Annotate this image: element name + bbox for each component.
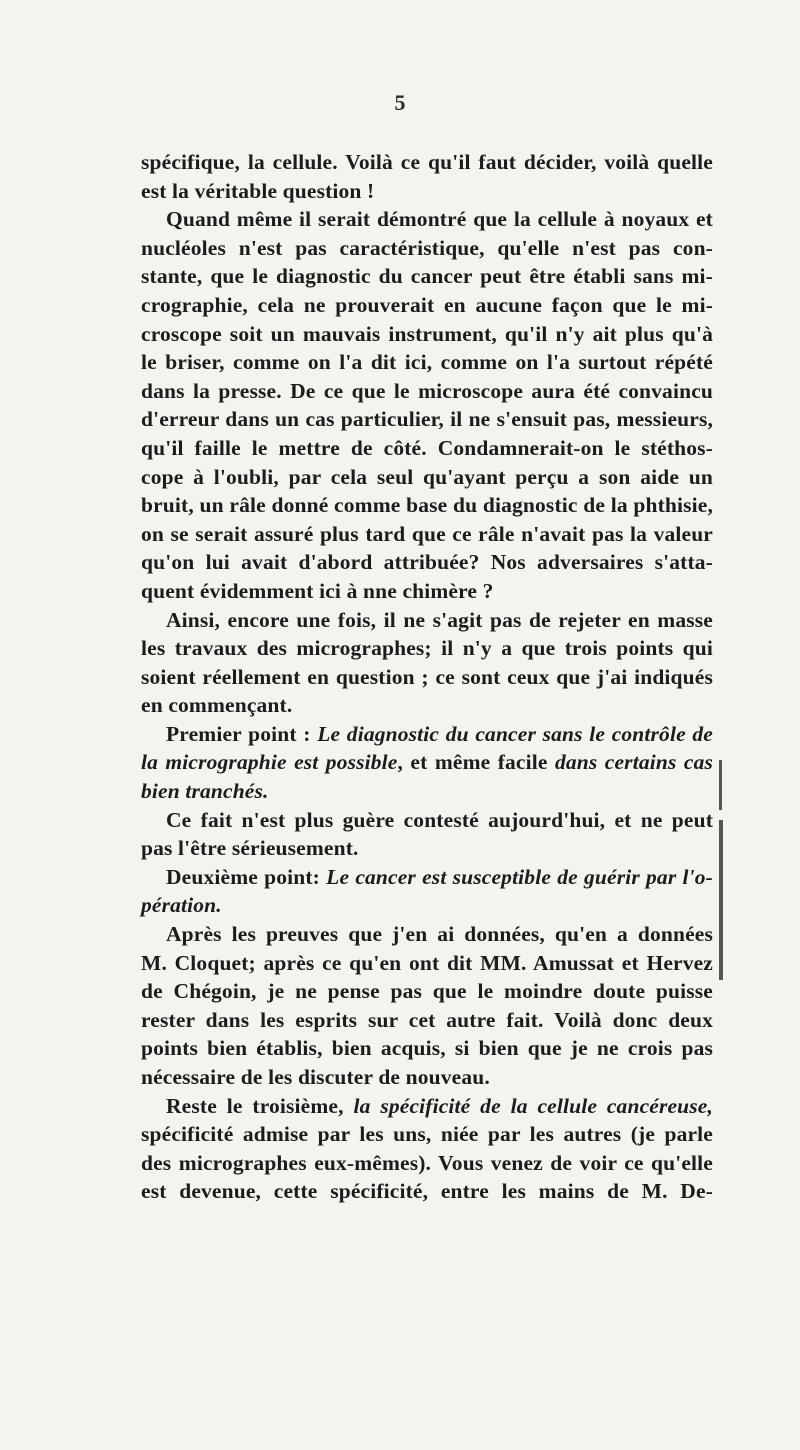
text-segment: dans la presse. De ce que le microscope aura été convaincu [141, 378, 713, 403]
text-segment: spécifique, la cellule. Voilà ce qu'il faut décider, voilà quelle [141, 150, 713, 174]
binding-edge-mark [719, 820, 723, 980]
text-segment: nécessaire de les discuter de nouveau. [141, 1065, 490, 1089]
text-segment: soient réellement en question ; ce sont ceux que j'ai indiqués [141, 664, 713, 689]
text-line [141, 548, 713, 577]
text-segment: quent évidemment ici à nne chimère ? [141, 578, 494, 603]
body-text [141, 148, 713, 1206]
text-line [141, 377, 713, 406]
binding-edge-mark [719, 760, 722, 810]
italic-text: la spécificité de la cellule cancéreuse, [353, 1093, 714, 1118]
text-segment: croscope soit un mauvais instrument, qu'il n'y ait plus qu'à [141, 321, 713, 346]
italic-text: la micrographie est possible [141, 750, 398, 775]
text-line [141, 1063, 713, 1092]
text-line [141, 1034, 713, 1063]
text-line [141, 463, 713, 492]
text-segment: Reste le troisième, [166, 1093, 354, 1118]
italic-text: bien tranchés. [141, 779, 269, 804]
text-line [141, 720, 713, 749]
text-line [141, 691, 713, 720]
text-line [141, 177, 713, 206]
text-line [141, 291, 713, 320]
text-segment: qu'on lui avait d'abord attribuée? Nos adversaires s'atta- [141, 550, 713, 575]
text-segment: des micrographes eux-mêmes). Vous venez de voir ce qu'elle [141, 1150, 713, 1175]
text-line [141, 234, 713, 263]
text-line [141, 577, 713, 606]
page-number: 5 [394, 90, 406, 115]
text-segment: le briser, comme on l'a dit ici, comme on l'a surtout répété [141, 350, 713, 375]
text-line [141, 348, 713, 377]
text-segment: Premier point : [166, 721, 318, 746]
text-line [141, 920, 713, 949]
text-segment: qu'il faille le mettre de côté. Condamnerait-on le stéthos- [141, 435, 713, 460]
text-line [141, 1177, 713, 1206]
text-segment: points bien établis, bien acquis, si bien que je ne crois pas [141, 1036, 713, 1061]
text-line [141, 834, 713, 863]
text-line [141, 777, 713, 806]
text-segment: crographie, cela ne prouverait en aucune façon que le mi- [141, 292, 713, 317]
text-segment: est devenue, cette spécificité, entre les mains de M. De- [141, 1179, 713, 1204]
text-line [141, 663, 713, 692]
text-line [141, 405, 713, 434]
text-segment: , et même facile [397, 750, 555, 775]
text-line [141, 806, 713, 835]
text-segment: bruit, un râle donné comme base du diagnostic de la phthisie, [141, 493, 713, 518]
text-line [141, 1149, 713, 1178]
italic-text: Le cancer est susceptible de guérir par l'o- [326, 864, 713, 889]
text-segment: Quand même il serait démontré que la cellule à noyaux et [166, 207, 713, 232]
text-segment: pas l'être sérieusement. [141, 836, 359, 861]
text-segment: est la véritable question ! [141, 178, 375, 203]
text-line [141, 205, 713, 234]
text-segment: Deuxième point: [166, 864, 327, 889]
text-line [141, 949, 713, 978]
text-segment: Ce fait n'est plus guère contesté aujourd'hui, et ne peut [166, 807, 713, 832]
text-line [141, 634, 713, 663]
text-line [141, 1092, 713, 1121]
text-line [141, 491, 713, 520]
text-line [141, 1006, 713, 1035]
text-segment: de Chégoin, je ne pense pas que le moindre doute puisse [141, 979, 713, 1004]
italic-text: pération. [141, 893, 222, 918]
text-line [141, 977, 713, 1006]
text-line [141, 520, 713, 549]
text-segment: cope à l'oubli, par cela seul qu'ayant perçu a son aide un [141, 464, 713, 489]
text-line [141, 262, 713, 291]
text-segment: M. Cloquet; après ce qu'en ont dit MM. Amussat et Hervez [141, 950, 713, 975]
text-segment: nucléoles n'est pas caractéristique, qu'elle n'est pas con- [141, 235, 713, 260]
text-segment: spécificité admise par les uns, niée par les autres (je parle [141, 1122, 713, 1147]
text-line [141, 1120, 713, 1149]
text-segment: Ainsi, encore une fois, il ne s'agit pas de rejeter en masse [166, 607, 713, 632]
text-segment: on se serait assuré plus tard que ce râle n'avait pas la valeur [141, 521, 713, 546]
text-line [141, 748, 713, 777]
text-line [141, 863, 713, 892]
text-line [141, 606, 713, 635]
italic-text: Le diagnostic du cancer sans le contrôle de [317, 721, 713, 746]
text-segment: en commençant. [141, 693, 293, 718]
text-segment: les travaux des micrographes; il n'y a que trois points qui [141, 636, 713, 661]
italic-text: dans certains cas [554, 750, 713, 775]
text-segment: stante, que le diagnostic du cancer peut être établi sans mi- [141, 264, 713, 289]
text-segment: rester dans les esprits sur cet autre fait. Voilà donc deux [141, 1007, 713, 1032]
text-line [141, 148, 713, 177]
text-line [141, 320, 713, 349]
text-line [141, 891, 713, 920]
text-segment: Après les preuves que j'en ai données, qu'en a données [166, 922, 713, 947]
text-line [141, 434, 713, 463]
text-segment: d'erreur dans un cas particulier, il ne s'ensuit pas, messieurs, [141, 407, 713, 432]
